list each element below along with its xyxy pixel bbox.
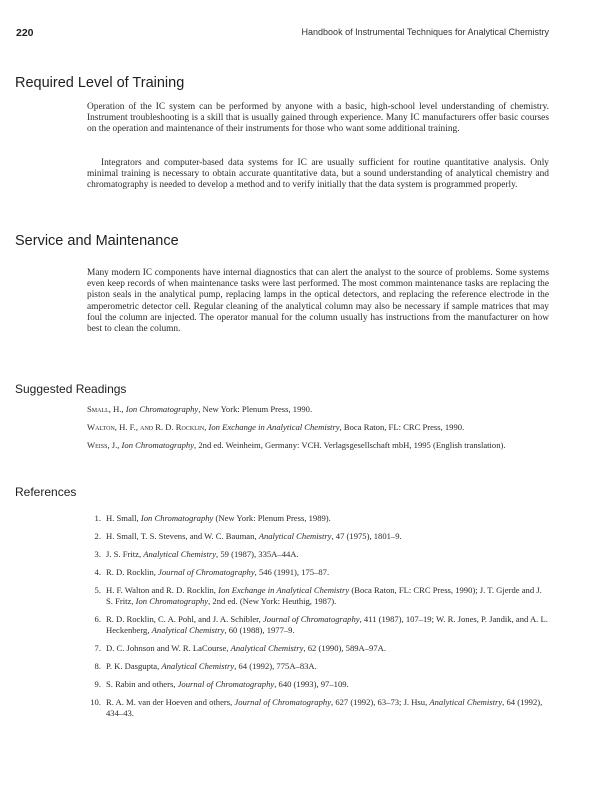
reading-item: Small, H., Ion Chromatography, New York: Plenum Press, 1990.: [87, 404, 313, 414]
reading-item: Weiss, J., Ion Chromatography, 2nd ed. Weinheim, Germany: VCH. Verlagsgesellschaft mbH, 1995 (English translation).: [87, 440, 506, 450]
reference-item: 6. R. D. Rocklin, C. A. Pohl, and J. A. Schibler, Journal of Chromatography, 411 (1987), 107–19; W. R. Jones, P. Jandik, and A. L. Heckenberg, Analytical Chemistry, 60 (1988), 1977–9.: [94, 614, 548, 635]
suggested-readings-list: [87, 404, 549, 458]
training-paragraph-1: Operation of the IC system can be performed by anyone with a basic, high-school level understanding of chemistry. Instrument troubleshooting is a skill that is usually gained through experience. Many IC manufacturers offer basic courses on the operation and maintenance of their instruments for those who want some additional training.: [87, 102, 549, 135]
running-head: [16, 27, 549, 41]
heading-suggested-readings: Suggested Readings: [15, 382, 127, 396]
service-paragraph-1: Many modern IC components have internal diagnostics that can alert the analyst to the source of problems. Some systems even keep records of when maintenance tasks were last performed. The most common maintenance tasks are replacing the piston seals in the analytical pump, replacing lamps in the optical detectors, and replacing the reference electrode in the amperometric detector cell. Regular cleaning of the analytical column may also be necessary if sample matrices that may foul the column are injected. The operator manual for the column usually has instructions from the manufacturer on how best to clean the column.: [87, 268, 549, 335]
reference-item: 7. D. C. Johnson and W. R. LaCourse, Analytical Chemistry, 62 (1990), 589A–97A.: [94, 643, 386, 653]
reference-item: 1. H. Small, Ion Chromatography (New York: Plenum Press, 1989).: [94, 513, 331, 523]
page-number: 220: [16, 27, 34, 39]
reference-item: 4. R. D. Rocklin, Journal of Chromatography, 546 (1991), 175–87.: [94, 567, 330, 577]
reference-item: 8. P. K. Dasgupta, Analytical Chemistry, 64 (1992), 775A–83A.: [94, 661, 317, 671]
heading-service-and-maintenance: Service and Maintenance: [15, 233, 179, 249]
reference-item: 5. H. F. Walton and R. D. Rocklin, Ion Exchange in Analytical Chemistry (Boca Raton, FL: CRC Press, 1990); J. T. Gjerde and J. S. Fritz, Ion Chromatography, 2nd ed. (New York: Heuthig, 1987).: [94, 585, 542, 606]
reference-item: 10. R. A. M. van der Hoeven and others, Journal of Chromatography, 627 (1992), 63–73; J. Hsu, Analytical Chemistry, 64 (1992), 434–43.: [90, 697, 543, 718]
heading-required-level-of-training: Required Level of Training: [15, 75, 185, 91]
references-list: [87, 513, 549, 726]
heading-references: References: [15, 485, 77, 499]
training-paragraph-2: Integrators and computer-based data systems for IC are usually sufficient for routine quantitative analysis. Only minimal training is necessary to obtain accurate quantitative data, but a sound understanding of analytical chemistry and chromatography is needed to develop a method and to verify initially that the data system is programmed properly.: [87, 158, 549, 191]
reference-item: 3. J. S. Fritz, Analytical Chemistry, 59 (1987), 335A–44A.: [94, 549, 299, 559]
reference-item: 2. H. Small, T. S. Stevens, and W. C. Bauman, Analytical Chemistry, 47 (1975), 1801–9.: [94, 531, 402, 541]
reference-item: 9. S. Rabin and others, Journal of Chromatography, 640 (1993), 97–109.: [94, 679, 349, 689]
book-title: Handbook of Instrumental Techniques for Analytical Chemistry: [301, 27, 549, 37]
reading-item: Walton, H. F., and R. D. Rocklin, Ion Exchange in Analytical Chemistry, Boca Raton, FL: CRC Press, 1990.: [87, 422, 465, 432]
